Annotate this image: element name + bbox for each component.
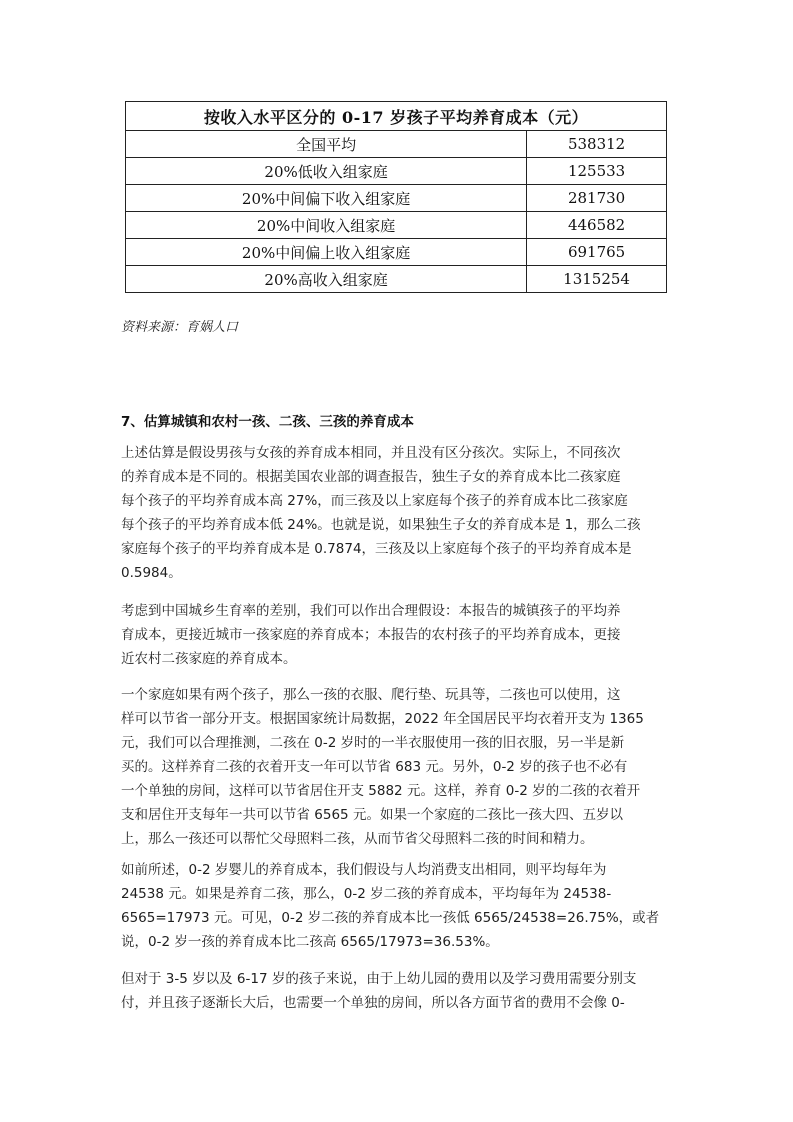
section-heading: 7、估算城镇和农村一孩、二孩、三孩的养育成本 — [121, 414, 414, 430]
paragraph — [121, 441, 681, 585]
paragraph-line: 一个家庭如果有两个孩子，那么一孩的衣服、爬行垫、玩具等，二孩也可以使用，这 — [121, 687, 621, 703]
table-row — [126, 239, 667, 266]
table-row — [126, 185, 667, 212]
paragraph-line: 6565=17973 元。可见，0-2 岁二孩的养育成本比一孩低 6565/24538=26.75%，或者 — [121, 910, 660, 926]
income-group-label: 20%低收入组家庭 — [126, 158, 527, 185]
paragraph-line: 24538 元。如果是养育二孩，那么，0-2 岁二孩的养育成本，平均每年为 24538- — [121, 886, 612, 902]
income-group-label: 20%中间偏上收入组家庭 — [126, 239, 527, 266]
paragraph-line: 每个孩子的平均养育成本高 27%，而三孩及以上家庭每个孩子的养育成本比二孩家庭 — [121, 493, 628, 509]
paragraph-line: 上述估算是假设男孩与女孩的养育成本相同，并且没有区分孩次。实际上，不同孩次 — [121, 445, 621, 461]
child-rearing-cost-table — [125, 101, 667, 293]
paragraph-line: 支和居住开支每年一共可以节省 6565 元。如果一个家庭的二孩比一孩大四、五岁以 — [121, 807, 623, 823]
paragraph-line: 买的。这样养育二孩的衣着开支一年可以节省 683 元。另外，0-2 岁的孩子也不必有 — [121, 759, 628, 775]
paragraph-line: 的养育成本是不同的。根据美国农业部的调查报告，独生子女的养育成本比二孩家庭 — [121, 469, 621, 485]
cost-value: 538312 — [527, 131, 667, 158]
paragraph-line: 上，那么一孩还可以帮忙父母照料二孩，从而节省父母照料二孩的时间和精力。 — [121, 831, 594, 847]
income-group-label: 20%中间偏下收入组家庭 — [126, 185, 527, 212]
paragraph-line: 样可以节省一部分开支。根据国家统计局数据，2022 年全国居民平均衣着开支为 1365 — [121, 711, 644, 727]
paragraph — [121, 599, 681, 671]
cost-value: 1315254 — [527, 266, 667, 293]
table-title: 按收入水平区分的 0-17 岁孩子平均养育成本（元） — [126, 102, 667, 131]
table-title-row — [126, 102, 667, 131]
paragraph-line: 如前所述，0-2 岁婴儿的养育成本，我们假设与人均消费支出相同，则平均每年为 — [121, 862, 607, 878]
paragraph-line: 育成本，更接近城市一孩家庭的养育成本；本报告的农村孩子的平均养育成本，更接 — [121, 627, 621, 643]
cost-value: 281730 — [527, 185, 667, 212]
paragraph-line: 一个单独的房间，这样可以节省居住开支 5882 元。这样，养育 0-2 岁的二孩的衣着开 — [121, 783, 641, 799]
paragraph — [121, 967, 681, 1015]
table-row — [126, 212, 667, 239]
paragraph-line: 但对于 3-5 岁以及 6-17 岁的孩子来说，由于上幼儿园的费用以及学习费用需要分别支 — [121, 971, 637, 987]
paragraph-line: 考虑到中国城乡生育率的差别，我们可以作出合理假设：本报告的城镇孩子的平均养 — [121, 603, 621, 619]
paragraph-line: 说，0-2 岁一孩的养育成本比二孩高 6565/17973=36.53%。 — [121, 934, 499, 950]
paragraph-line: 付，并且孩子逐渐长大后，也需要一个单独的房间，所以各方面节省的费用不会像 0- — [121, 995, 625, 1011]
source-note: 资料来源：育娲人口 — [121, 320, 239, 335]
table-row — [126, 131, 667, 158]
cost-value: 125533 — [527, 158, 667, 185]
income-group-label: 20%中间收入组家庭 — [126, 212, 527, 239]
paragraph-line: 每个孩子的平均养育成本低 24%。也就是说，如果独生子女的养育成本是 1，那么二孩 — [121, 517, 641, 533]
cost-value: 446582 — [527, 212, 667, 239]
income-group-label: 20%高收入组家庭 — [126, 266, 527, 293]
income-group-label: 全国平均 — [126, 131, 527, 158]
paragraph-line: 0.5984。 — [121, 565, 182, 581]
paragraph-line: 家庭每个孩子的平均养育成本是 0.7874，三孩及以上家庭每个孩子的平均养育成本是 — [121, 541, 632, 557]
paragraph-line: 元，我们可以合理推测，二孩在 0-2 岁时的一半衣服使用一孩的旧衣服，另一半是新 — [121, 735, 625, 751]
paragraph — [121, 683, 681, 851]
table-row — [126, 158, 667, 185]
paragraph — [121, 858, 681, 954]
table-row — [126, 266, 667, 293]
cost-value: 691765 — [527, 239, 667, 266]
paragraph-line: 近农村二孩家庭的养育成本。 — [121, 651, 297, 667]
